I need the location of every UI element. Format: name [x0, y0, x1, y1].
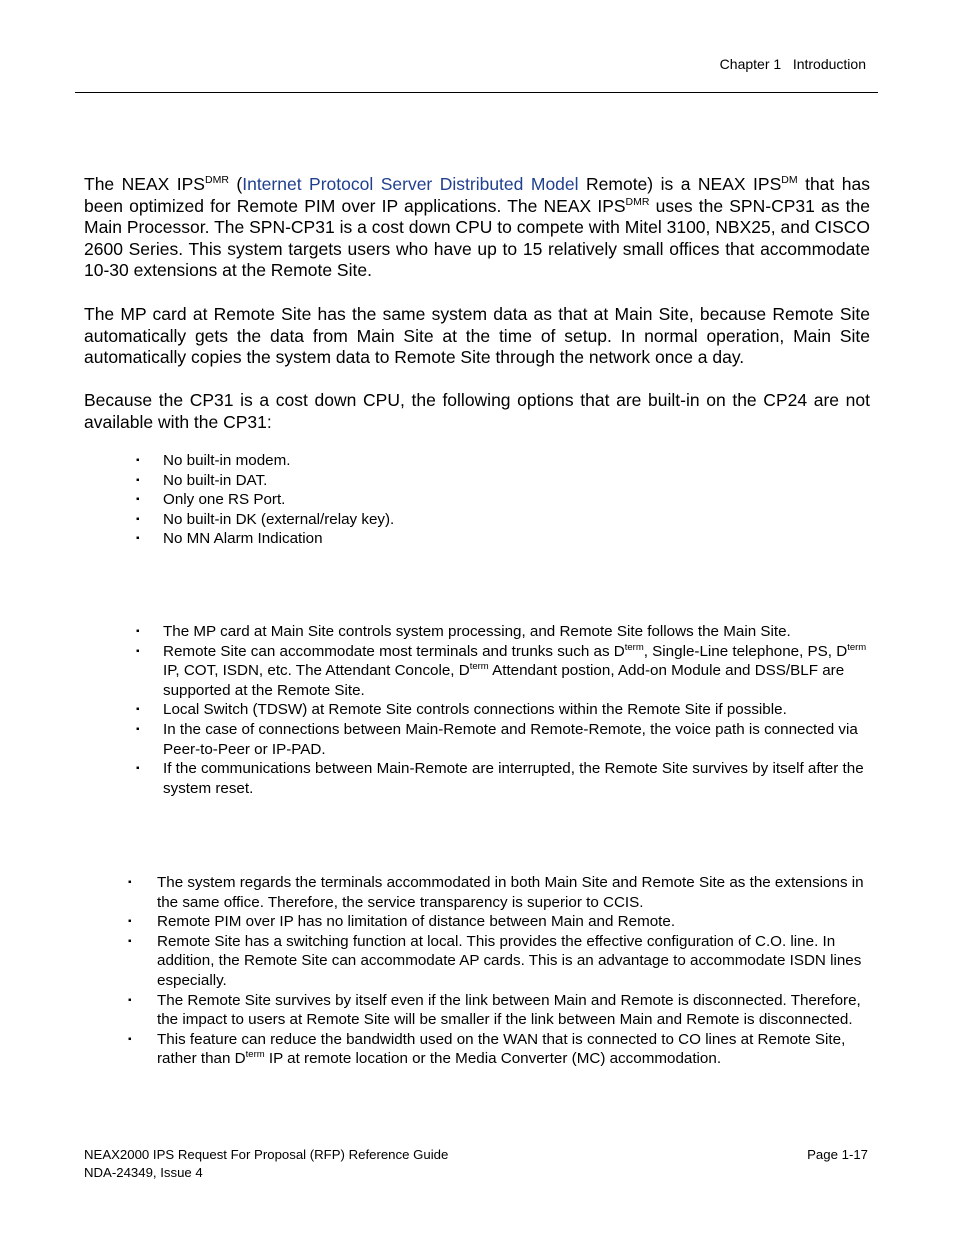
list-item-text: The Remote Site survives by itself even if the link between Main and Remote is disconnected. Therefore, the impact to users at Remote Site will be smaller if the link between Main and Remote is disconnected.	[157, 991, 861, 1029]
superscript: DM	[781, 174, 798, 186]
text-run: that has been optimized for Remote PIM over IP applications. The NEAX IPS	[84, 174, 870, 216]
text-run: IP, COT, ISDN, etc. The Attendant Concole, D	[163, 662, 470, 680]
bullet-icon: ▪	[136, 626, 140, 637]
list-item-text: The system regards the terminals accommodated in both Main Site and Remote Site as the extensions in the same office. Therefore, the service transparency is superior to CCIS.	[157, 874, 864, 911]
list-item	[136, 529, 863, 549]
list-item	[136, 720, 873, 759]
bullet-icon: ▪	[128, 994, 132, 1006]
list-item	[136, 451, 863, 471]
footer-doc-id: NDA-24349, Issue 4	[84, 1164, 203, 1180]
chapter-title: Introduction	[792, 56, 866, 72]
superscript: term	[624, 641, 644, 653]
page-number: Page 1-17	[807, 1147, 868, 1162]
bullet-icon: ▪	[136, 645, 140, 657]
system-operation-list	[136, 622, 878, 798]
list-item	[136, 700, 873, 720]
list-item	[136, 510, 863, 530]
list-item-text: If the communications between Main-Remote are interrupted, the Remote Site survives by itself after the system reset.	[163, 760, 864, 797]
bullet-icon: ▪	[136, 704, 140, 716]
text-run: IP at remote location or the Media Converter (MC) accommodation.	[264, 1050, 722, 1068]
list-item	[128, 991, 873, 1030]
text-run: Remote Site can accommodate most terminals and trunks such as D	[163, 642, 625, 660]
bullet-icon: ▪	[128, 877, 132, 888]
superscript: term	[245, 1049, 265, 1061]
bullet-icon: ▪	[136, 513, 140, 525]
list-item	[136, 641, 878, 701]
bullet-icon: ▪	[136, 474, 140, 486]
text-run: , Single-Line telephone, PS, D	[643, 642, 848, 660]
intro-paragraph-1	[84, 174, 870, 282]
list-item-text: Local Switch (TDSW) at Remote Site controls connections within the Remote Site if possible.	[163, 701, 787, 719]
header-rule	[75, 92, 878, 93]
list-item-text: No built-in DAT.	[163, 471, 268, 489]
list-item-text: Only one RS Port.	[163, 491, 286, 509]
list-item-text: Remote PIM over IP has no limitation of distance between Main and Remote.	[157, 913, 676, 931]
intro-paragraph-2: The MP card at Remote Site has the same system data as that at Main Site, because Remote Site automatically gets the data from Main Site at the time of setup. In normal operation, Main Site automatically copies the system data to Remote Site through the network once a day.	[84, 304, 870, 368]
bullet-icon: ▪	[128, 935, 132, 947]
list-item	[128, 1030, 873, 1069]
superscript: term	[847, 641, 867, 653]
advantages-list	[128, 873, 873, 1069]
bullet-icon: ▪	[136, 763, 140, 775]
footer-title: NEAX2000 IPS Request For Proposal (RFP) Reference Guide	[84, 1147, 449, 1162]
list-item	[128, 873, 873, 912]
bullet-icon: ▪	[136, 533, 140, 545]
superscript: DMR	[625, 195, 650, 208]
bullet-icon: ▪	[128, 1033, 132, 1045]
list-item	[136, 490, 863, 510]
list-item	[128, 932, 873, 991]
list-item-text: No MN Alarm Indication	[163, 530, 323, 548]
unavailable-options-list	[136, 451, 863, 549]
expansion-text: Internet Protocol Server Distributed Model	[242, 174, 579, 194]
list-item-text: Remote Site has a switching function at local. This provides the effective configuration of C.O. line. In addition, the Remote Site can accommodate AP cards. This is an advantage to accommodate ISDN lines especially.	[157, 932, 862, 989]
bullet-icon: ▪	[128, 916, 132, 928]
list-item	[128, 912, 873, 932]
running-header	[720, 56, 866, 72]
text-run: Attendant postion, Add-on Module and DSS/BLF are supported at the Remote Site.	[163, 662, 878, 699]
list-item-text: In the case of connections between Main-Remote and Remote-Remote, the voice path is connected via Peer-to-Peer or IP-PAD.	[163, 720, 858, 758]
intro-paragraph-3: Because the CP31 is a cost down CPU, the following options that are built-in on the CP24 are not available with the CP31:	[84, 390, 870, 432]
bullet-icon: ▪	[136, 455, 140, 466]
bullet-icon: ▪	[136, 723, 140, 735]
chapter-label: Chapter 1	[719, 56, 782, 72]
superscript: DMR	[204, 174, 229, 186]
list-item-text: The MP card at Main Site controls system processing, and Remote Site follows the Main Site.	[163, 623, 791, 640]
list-item-text: No built-in modem.	[163, 452, 291, 469]
list-item	[136, 622, 873, 642]
text-run: Remote) is a NEAX IPS	[578, 174, 782, 194]
bullet-icon: ▪	[136, 494, 140, 506]
text-run: uses the SPN-CP31 as the Main Processor. The SPN-CP31 is a cost down CPU to compete with Mitel 3100, NBX25, and CISCO 2600 Series. This system targets users who have up to 15 relatively small offices that accommodate 10-30 extensions at the Remote Site.	[84, 195, 870, 281]
list-item	[136, 471, 863, 491]
superscript: term	[469, 661, 489, 673]
text-run: (	[228, 174, 243, 194]
text-run: This feature can reduce the bandwidth used on the WAN that is connected to CO lines at Remote Site, rather than D	[157, 1030, 846, 1068]
list-item-text: No built-in DK (external/relay key).	[163, 510, 395, 528]
list-item	[136, 759, 873, 798]
footer-left	[84, 1146, 448, 1181]
text-run: The NEAX IPS	[84, 174, 205, 194]
